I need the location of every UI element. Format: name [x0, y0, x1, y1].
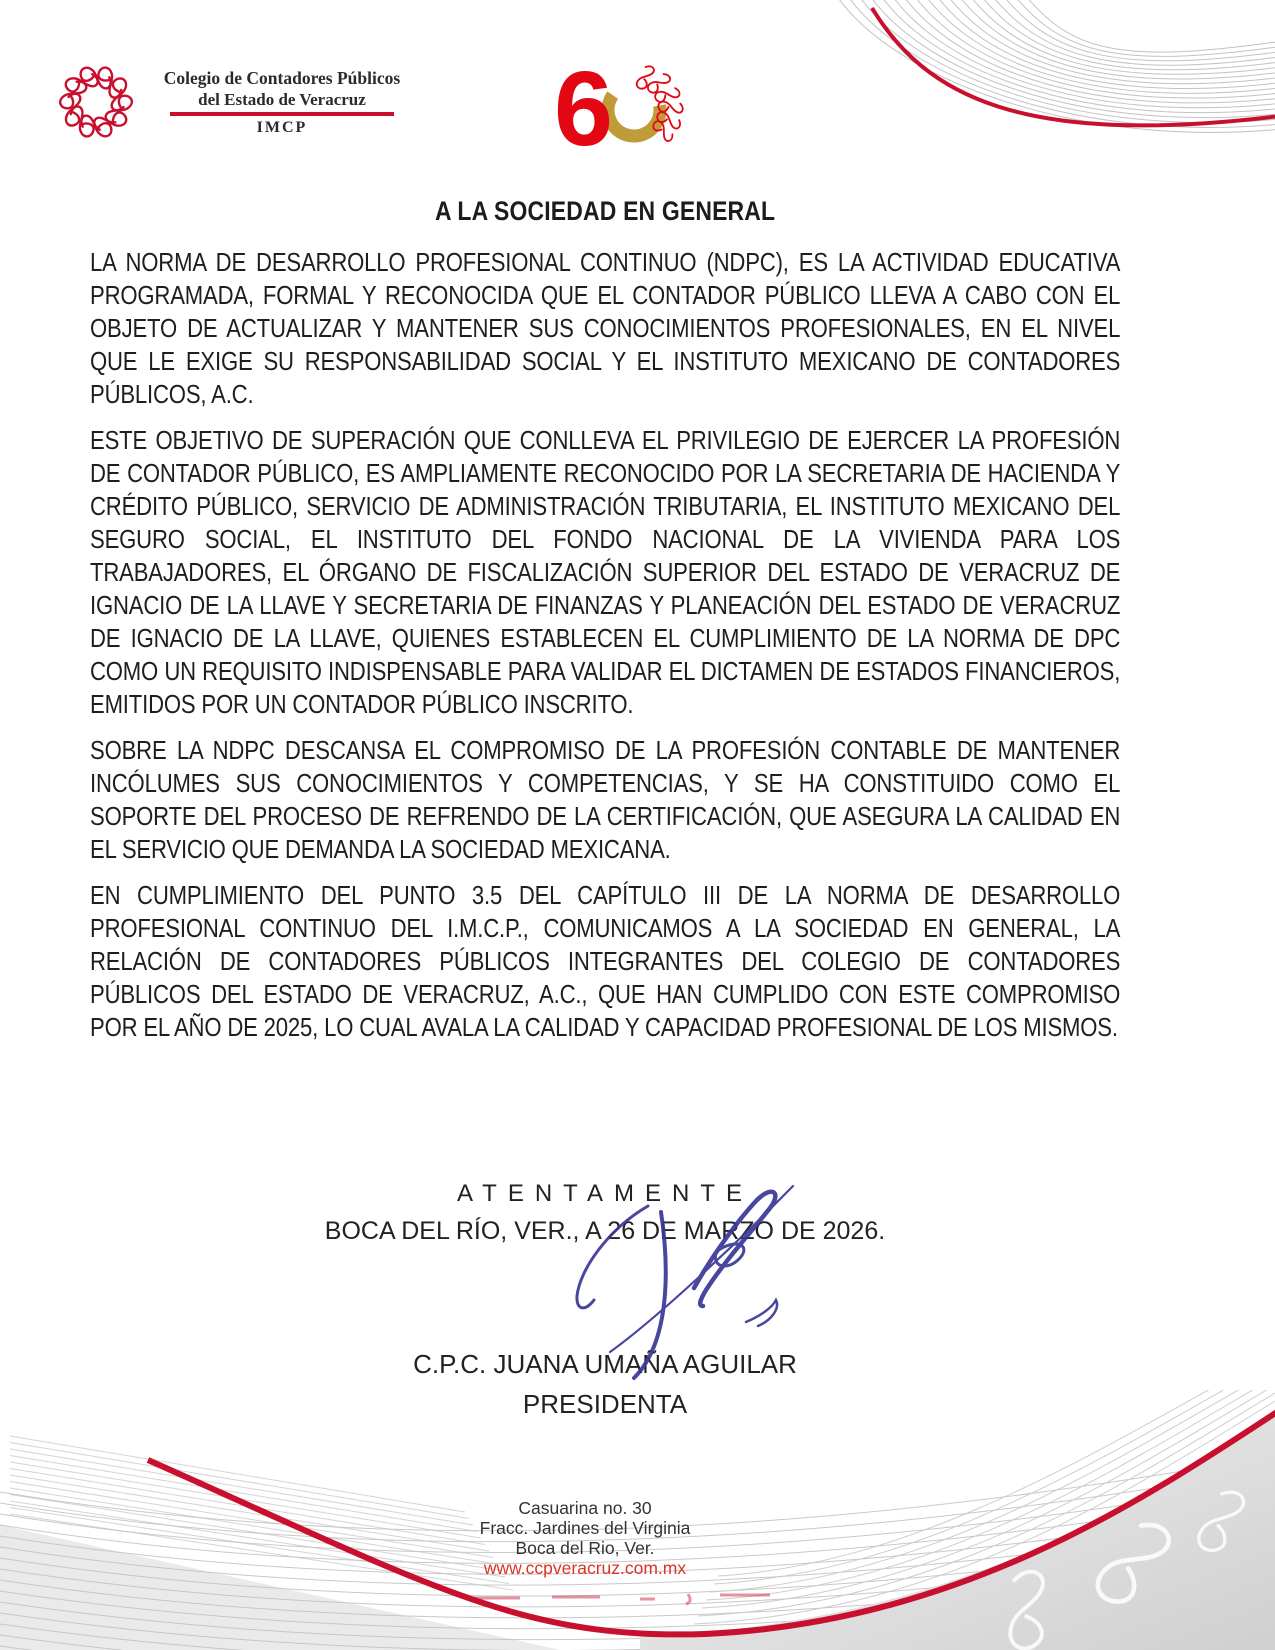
org-name-line2: del Estado de Veracruz: [198, 90, 366, 110]
org-acronym: IMCP: [256, 118, 308, 136]
address-line-2: Fracc. Jardines del Virginia: [479, 1518, 691, 1538]
org-name-line1: Colegio de Contadores Públicos: [163, 68, 401, 89]
signer-name: C.P.C. JUANA UMAÑA AGUILAR: [413, 1349, 797, 1379]
letter-title: A LA SOCIEDAD EN GENERAL: [434, 196, 776, 226]
signer-title: PRESIDENTA: [522, 1389, 688, 1419]
date-line: BOCA DEL RÍO, VER., A 26 DE MARZO DE 2026.: [324, 1217, 886, 1245]
paragraph-1: LA NORMA DE DESARROLLO PROFESIONAL CONTINUO (NDPC), ES LA ACTIVIDAD EDUCATIVA PROGRAMADA, FORMAL Y RECONOCIDA QUE EL CONTADOR PÚBLICO LLEVA A CABO CON EL OBJETO DE ACTUALIZAR Y MANTENER SUS CONOCIMIENTOS PROFESIONALES, EN EL NIVEL QUE LE EXIGE SU RESPONSABILIDAD SOCIAL Y EL INSTITUTO MEXICANO DE CONTADORES PÚBLICOS, A.C.: [90, 247, 1121, 409]
org-logo-ring-icon: [52, 58, 140, 146]
footer-address: [0, 1498, 1170, 1578]
top-swoosh-decoration: [775, 0, 1275, 175]
letter-body: [90, 196, 1120, 1057]
anniversary-zero-arc: [608, 95, 660, 136]
address-line-1: Casuarina no. 30: [518, 1498, 652, 1518]
org-logo: [52, 58, 416, 146]
website-link[interactable]: www.ccpveracruz.com.mx: [483, 1558, 687, 1578]
signature-icon: [520, 1168, 840, 1390]
org-red-rule: [170, 112, 394, 116]
paragraph-2: ESTE OBJETIVO DE SUPERACIÓN QUE CONLLEVA EL PRIVILEGIO DE EJERCER LA PROFESIÓN DE CONTADOR PÚBLICO, ES AMPLIAMENTE RECONOCIDO POR LA SECRETARIA DE HACIENDA Y CRÉDITO PÚBLICO, SERVICIO DE ADMINISTRACIÓN TRIBUTARIA, EL INSTITUTO MEXICANO DEL SEGURO SOCIAL, EL INSTITUTO DEL FONDO NACIONAL DE LA VIVIENDA PARA LOS TRABAJADORES, EL ÓRGANO DE FISCALIZACIÓN SUPERIOR DEL ESTADO DE VERACRUZ DE IGNACIO DE LA LLAVE Y SECRETARIA DE FINANZAS Y PLANEACIÓN DEL ESTADO DE VERACRUZ DE IGNACIO DE LA LLAVE, QUIENES ESTABLECEN EL CUMPLIMIENTO DE LA NORMA DE DPC COMO UN REQUISITO INDISPENSABLE PARA VALIDAR EL DICTAMEN DE ESTADOS FINANCIEROS, EMITIDOS POR UN CONTADOR PÚBLICO INSCRITO.: [90, 425, 1121, 719]
salutation: ATENTAMENTE: [456, 1180, 754, 1207]
paragraph-3: SOBRE LA NDPC DESCANSA EL COMPROMISO DE LA PROFESIÓN CONTABLE DE MANTENER INCÓLUMES SUS CONOCIMIENTOS Y COMPETENCIAS, Y SE HA CONSTITUIDO COMO EL SOPORTE DEL PROCESO DE REFRENDO DE LA CERTIFICACIÓN, QUE ASEGURA LA CALIDAD EN EL SERVICIO QUE DEMANDA LA SOCIEDAD MEXICANA.: [90, 735, 1121, 864]
paragraph-4: EN CUMPLIMIENTO DEL PUNTO 3.5 DEL CAPÍTULO III DE LA NORMA DE DESARROLLO PROFESIONAL CONTINUO DEL I.M.C.P., COMUNICAMOS A LA SOCIEDAD EN GENERAL, LA RELACIÓN DE CONTADORES PÚBLICOS INTEGRANTES DEL COLEGIO DE CONTADORES PÚBLICOS DEL ESTADO DE VERACRUZ, A.C., QUE HAN CUMPLIDO CON ESTE COMPROMISO POR EL AÑO DE 2025, LO CUAL AVALA LA CALIDAD Y CAPACIDAD PROFESIONAL DE LOS MISMOS.: [90, 880, 1121, 1042]
org-name-block: [148, 67, 416, 137]
anniversary-60-icon: [548, 48, 688, 156]
anniversary-number: 6: [554, 50, 613, 156]
address-line-3: Boca del Rio, Ver.: [515, 1538, 655, 1558]
